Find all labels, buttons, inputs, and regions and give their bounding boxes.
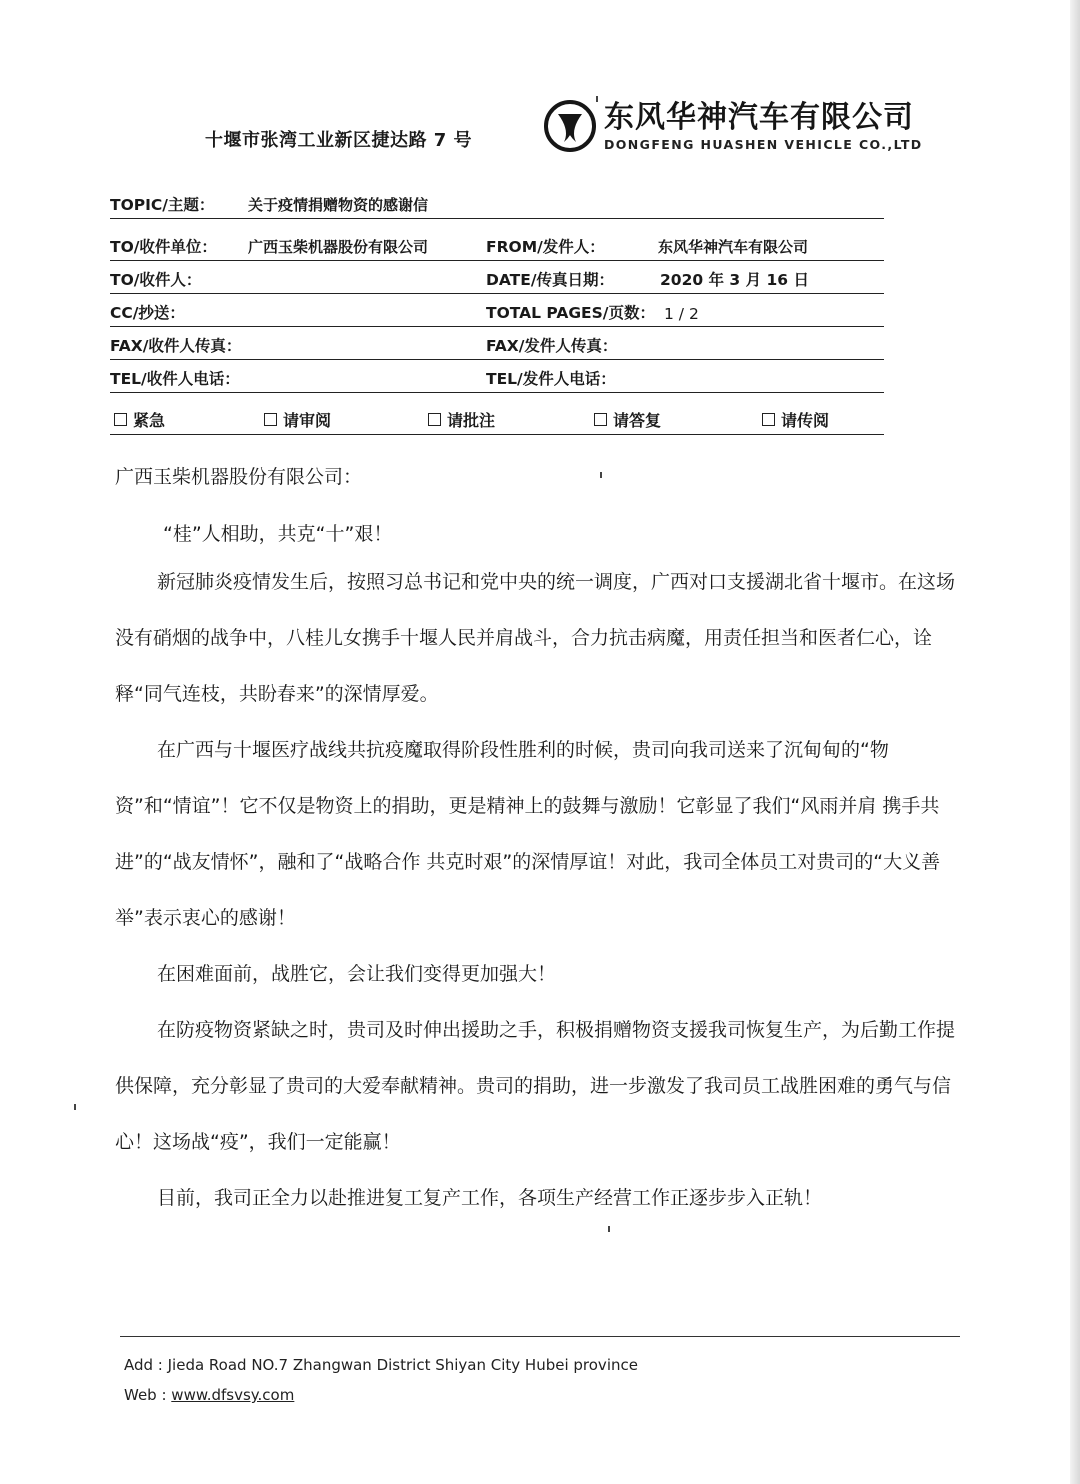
date-value: 2020 年 3 月 16 日 <box>660 271 809 289</box>
checkbox-urgent[interactable]: 紧急 <box>114 408 165 431</box>
footer-address: Add : Jieda Road NO.7 Zhangwan District Shiyan City Hubei province <box>124 1356 638 1374</box>
form-row-to-person <box>110 260 884 294</box>
website-link[interactable]: www.dfsvsy.com <box>171 1386 295 1404</box>
company-name-cn: 东风华神汽车有限公司 <box>604 99 914 135</box>
checkbox-reply[interactable]: 请答复 <box>594 408 661 431</box>
to-person-label: TO/收件人： <box>110 271 202 289</box>
checkbox-square-icon <box>594 413 607 426</box>
fax-to-label: FAX/收件人传真： <box>110 337 242 355</box>
checkbox-square-icon <box>428 413 441 426</box>
pages-value: 1 / 2 <box>664 305 699 323</box>
checkbox-circulate[interactable]: 请传阅 <box>762 408 829 431</box>
form-row-cc <box>110 293 884 327</box>
checkbox-annotate[interactable]: 请批注 <box>428 408 495 431</box>
checkbox-review[interactable]: 请审阅 <box>264 408 331 431</box>
letter-paragraph: 在广西与十堰医疗战线共抗疫魔取得阶段性胜利的时候，贵司向我司送来了沉甸甸的“物资”和“情谊”！它不仅是物资上的捐助，更是精神上的鼓舞与激励！它彰显了我们“风雨并肩 携手共进”的“战友情怀”，融和了“战略合作 共克时艰”的深情厚谊！对此，我司全体员工对贵司的“大义善举”表示衷心的感谢！ <box>115 739 941 929</box>
checkbox-square-icon <box>114 413 127 426</box>
action-checkboxes <box>110 408 884 435</box>
from-label: FROM/发件人： <box>486 238 605 256</box>
to-unit-value: 广西玉柴机器股份有限公司 <box>248 238 429 256</box>
to-unit-label: TO/收件单位： <box>110 238 217 256</box>
dongfeng-logo-icon <box>544 100 596 152</box>
fax-from-label: FAX/发件人传真： <box>486 337 618 355</box>
topic-value: 关于疫情捐赠物资的感谢信 <box>248 196 429 214</box>
tel-from-label: TEL/发件人电话： <box>486 370 616 388</box>
letter-body <box>115 462 955 1226</box>
letter-paragraph: 在困难面前，战胜它，会让我们变得更加强大！ <box>157 963 557 985</box>
header-address: 十堰市张湾工业新区捷达路 7 号 <box>205 130 473 151</box>
form-row-to-unit <box>110 226 884 261</box>
pages-label: TOTAL PAGES/页数： <box>486 304 655 322</box>
form-row-fax <box>110 326 884 360</box>
checkbox-square-icon <box>762 413 775 426</box>
letter-slogan: “桂”人相助，共克“十”艰！ <box>163 523 393 545</box>
letter-paragraph: 在防疫物资紧缺之时，贵司及时伸出援助之手，积极捐赠物资支援我司恢复生产，为后勤工作提供保障，充分彰显了贵司的大爱奉献精神。贵司的捐助，进一步激发了我司员工战胜困难的勇气与信心！这场战“疫”，我们一定能赢！ <box>115 1019 956 1153</box>
company-name-en: DONGFENG HUASHEN VEHICLE CO.,LTD <box>604 136 923 152</box>
form-row-topic <box>110 194 884 219</box>
scan-speck <box>608 1226 610 1232</box>
cc-label: CC/抄送： <box>110 304 185 322</box>
letter-salutation: 广西玉柴机器股份有限公司： <box>115 466 363 488</box>
from-value: 东风华神汽车有限公司 <box>658 238 809 256</box>
scan-speck <box>600 472 602 478</box>
date-label: DATE/传真日期： <box>486 271 614 289</box>
footer-web: Web : www.dfsvsy.com <box>124 1386 295 1404</box>
footer <box>124 1350 638 1410</box>
form-row-tel <box>110 359 884 393</box>
footer-divider <box>120 1336 960 1337</box>
scan-speck <box>596 96 598 102</box>
scan-edge <box>1070 0 1080 1484</box>
scan-speck <box>74 1104 76 1110</box>
letter-paragraph: 目前，我司正全力以赴推进复工复产工作，各项生产经营工作正逐步步入正轨！ <box>157 1187 823 1209</box>
checkbox-square-icon <box>264 413 277 426</box>
topic-label: TOPIC/主题： <box>110 196 215 214</box>
letter-paragraph: 新冠肺炎疫情发生后，按照习总书记和党中央的统一调度，广西对口支援湖北省十堰市。在这场没有硝烟的战争中，八桂儿女携手十堰人民并肩战斗，合力抗击病魔，用责任担当和医者仁心，诠释“同气连枝，共盼春来”的深情厚爱。 <box>115 571 956 705</box>
tel-to-label: TEL/收件人电话： <box>110 370 240 388</box>
company-logo <box>544 100 923 152</box>
